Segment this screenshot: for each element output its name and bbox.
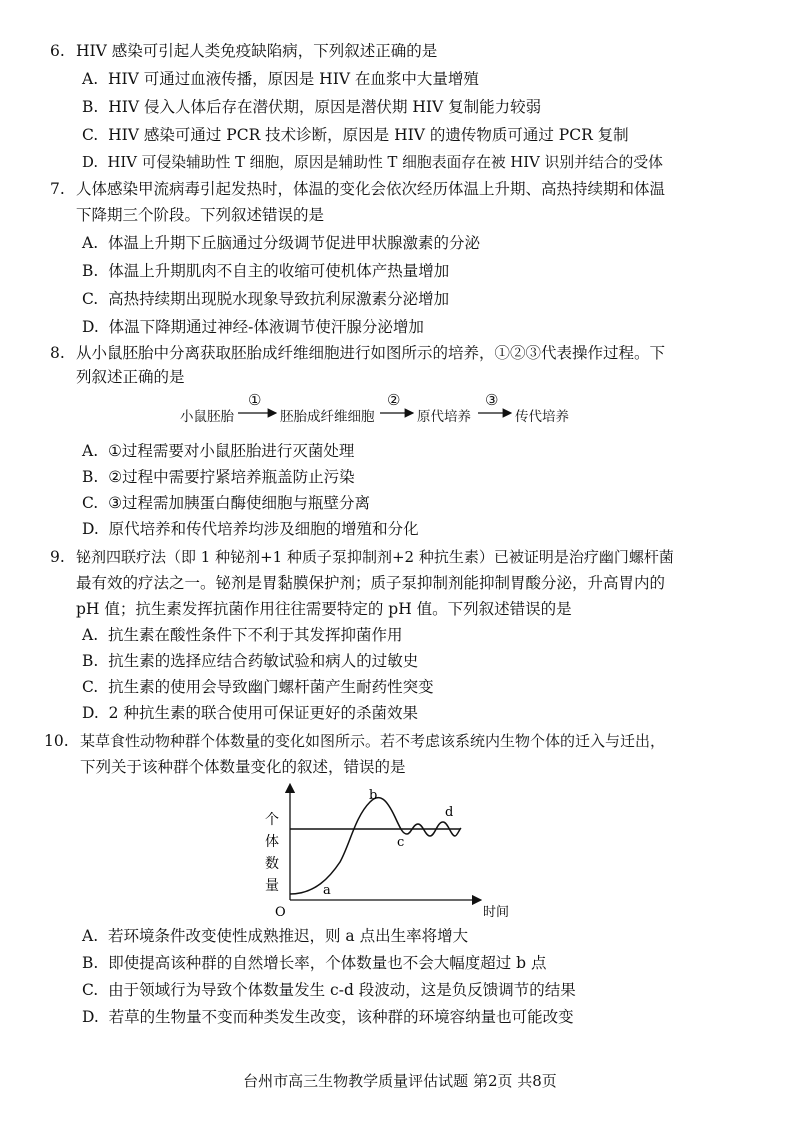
- question-stem-line-2: 下列关于该种群个体数量变化的叙述，错误的是: [80, 758, 406, 776]
- y-label-char: 体: [265, 834, 279, 850]
- question-number: 8.: [50, 344, 65, 362]
- origin-label: O: [275, 905, 286, 920]
- question-number: 7.: [50, 180, 65, 198]
- question-stem: HIV 感染可引起人类免疫缺陷病，下列叙述正确的是: [76, 42, 438, 60]
- option-a: A. 体温上升期下丘脑通过分级调节促进甲状腺激素的分泌: [82, 234, 480, 252]
- option-b: B. 抗生素的选择应结合药敏试验和病人的过敏史: [82, 652, 419, 670]
- option-d: D. 2 种抗生素的联合使用可保证更好的杀菌效果: [82, 704, 418, 722]
- option-b: B. 即使提高该种群的自然增长率，个体数量也不会大幅度超过 b 点: [82, 954, 547, 972]
- option-c: C. HIV 感染可通过 PCR 技术诊断，原因是 HIV 的遗传物质可通过 PCR 复制: [82, 126, 629, 144]
- point-label-d: d: [445, 805, 454, 820]
- option-a: A. 若环境条件改变使性成熟推迟，则 a 点出生率将增大: [82, 927, 469, 945]
- question-stem-line-2: 列叙述正确的是: [76, 368, 185, 386]
- option-b: B. 体温上升期肌肉不自主的收缩可使机体产热量增加: [82, 262, 450, 280]
- question-stem-line-3: pH 值；抗生素发挥抗菌作用往往需要特定的 pH 值。下列叙述错误的是: [76, 600, 572, 618]
- question-stem-line-2: 下降期三个阶段。下列叙述错误的是: [76, 206, 325, 224]
- page-footer: 台州市高三生物教学质量评估试题 第2页 共8页: [243, 1072, 557, 1090]
- flow-step-subculture: 传代培养: [515, 409, 569, 425]
- population-curve: [290, 798, 461, 894]
- question-number: 9.: [50, 548, 65, 566]
- option-c: C. 高热持续期出现脱水现象导致抗利尿激素分泌增加: [82, 290, 450, 308]
- population-graph: [255, 782, 525, 922]
- option-b: B. HIV 侵入人体后存在潜伏期，原因是潜伏期 HIV 复制能力较弱: [82, 98, 542, 116]
- option-a: A. 抗生素在酸性条件下不利于其发挥抑菌作用: [82, 626, 403, 644]
- question-stem-line-1: 某草食性动物种群个体数量的变化如图所示。若不考虑该系统内生物个体的迁入与迁出，: [80, 732, 666, 750]
- y-label-char: 个: [265, 812, 279, 828]
- question-stem-line-1: 从小鼠胚胎中分离获取胚胎成纤维细胞进行如图所示的培养，①②③代表操作过程。下: [76, 344, 666, 362]
- arrow-label-3: ③: [485, 391, 499, 409]
- option-a: A. HIV 可通过血液传播，原因是 HIV 在血浆中大量增殖: [82, 70, 479, 88]
- flow-step-primary-culture: 原代培养: [417, 409, 471, 425]
- point-label-c: c: [397, 835, 405, 850]
- point-label-b: b: [369, 788, 378, 803]
- option-d: D. 体温下降期通过神经-体液调节使汗腺分泌增加: [82, 318, 424, 336]
- point-label-a: a: [323, 883, 331, 898]
- question-stem-line-1: 铋剂四联疗法（即 1 种铋剂+1 种质子泵抑制剂+2 种抗生素）已被证明是治疗幽门螺杆菌: [76, 548, 674, 566]
- option-a: A. ①过程需要对小鼠胚胎进行灭菌处理: [82, 442, 355, 460]
- question-number: 6.: [50, 42, 65, 60]
- question-stem-line-2: 最有效的疗法之一。铋剂是胃黏膜保护剂；质子泵抑制剂能抑制胃酸分泌，升高胃内的: [76, 574, 666, 592]
- arrow-label-1: ①: [248, 391, 262, 409]
- arrow-label-2: ②: [387, 391, 401, 409]
- flow-step-fibroblast: 胚胎成纤维细胞: [280, 409, 375, 425]
- option-d: D. 原代培养和传代培养均涉及细胞的增殖和分化: [82, 520, 419, 538]
- y-label-char: 数: [265, 856, 279, 872]
- question-stem-line-1: 人体感染甲流病毒引起发热时，体温的变化会依次经历体温上升期、高热持续期和体温: [76, 180, 666, 198]
- y-label-char: 量: [265, 878, 279, 894]
- option-d: D. HIV 可侵染辅助性 T 细胞，原因是辅助性 T 细胞表面存在被 HIV 识别并结合的受体: [82, 154, 663, 171]
- option-d: D. 若草的生物量不变而种类发生改变，该种群的环境容纳量也可能改变: [82, 1008, 574, 1026]
- question-number: 10.: [44, 732, 69, 750]
- option-c: C. 由于领域行为导致个体数量发生 c-d 段波动，这是负反馈调节的结果: [82, 981, 576, 999]
- culture-flow-diagram: [180, 391, 600, 427]
- option-b: B. ②过程中需要拧紧培养瓶盖防止污染: [82, 468, 355, 486]
- flow-step-embryo: 小鼠胚胎: [180, 409, 234, 425]
- option-c: C. 抗生素的使用会导致幽门螺杆菌产生耐药性突变: [82, 678, 434, 696]
- option-c: C. ③过程需加胰蛋白酶使细胞与瓶壁分离: [82, 494, 370, 512]
- x-label: 时间: [483, 905, 510, 920]
